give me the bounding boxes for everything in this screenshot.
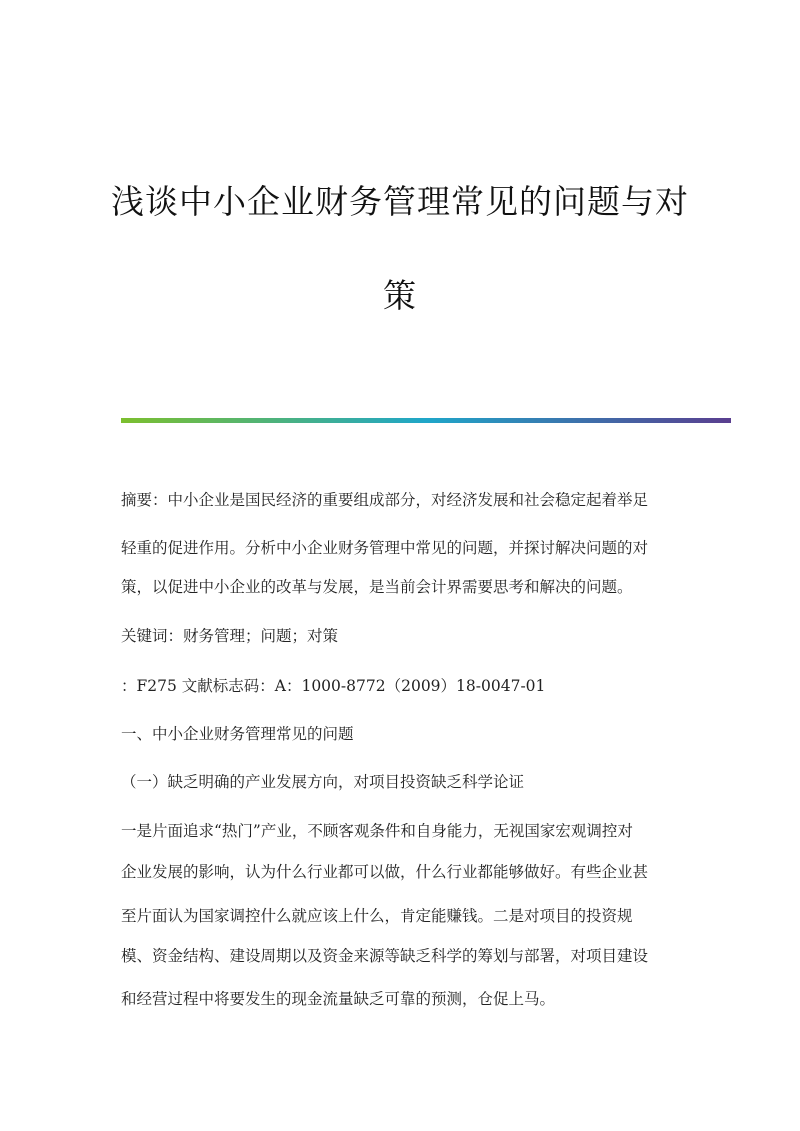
section-heading: 一、中小企业财务管理常见的问题	[121, 725, 354, 743]
subsection-heading: （一）缺乏明确的产业发展方向，对项目投资缺乏科学论证	[121, 773, 525, 791]
title-line-2: 策	[383, 276, 417, 315]
abstract-line-2: 轻重的促进作用。分析中小企业财务管理中常见的问题，并探讨解决问题的对	[121, 539, 649, 557]
body-line-3: 至片面认为国家调控什么就应该上什么，肯定能赚钱。二是对项目的投资规	[121, 907, 633, 925]
classification-line: ：F275 文献标志码：A：1000-8772（2009）18-0047-01	[121, 677, 546, 695]
body-line-4: 模、资金结构、建设周期以及资金来源等缺乏科学的筹划与部署，对项目建设	[121, 947, 649, 965]
body-line-2: 企业发展的影响，认为什么行业都可以做，什么行业都能够做好。有些企业甚	[121, 863, 649, 881]
title-line-1: 浅谈中小企业财务管理常见的问题与对	[111, 182, 689, 221]
abstract-line-3: 策，以促进中小企业的改革与发展，是当前会计界需要思考和解决的问题。	[121, 578, 633, 596]
keywords-line: 关键词：财务管理；问题；对策	[121, 627, 339, 645]
gradient-divider	[121, 418, 731, 423]
abstract-line-1: 摘要：中小企业是国民经济的重要组成部分，对经济发展和社会稳定起着举足	[121, 491, 649, 509]
body-line-1: 一是片面追求“热门”产业，不顾客观条件和自身能力，无视国家宏观调控对	[121, 822, 633, 840]
body-line-5: 和经营过程中将要发生的现金流量缺乏可靠的预测，仓促上马。	[121, 990, 556, 1008]
document-title	[100, 182, 700, 316]
